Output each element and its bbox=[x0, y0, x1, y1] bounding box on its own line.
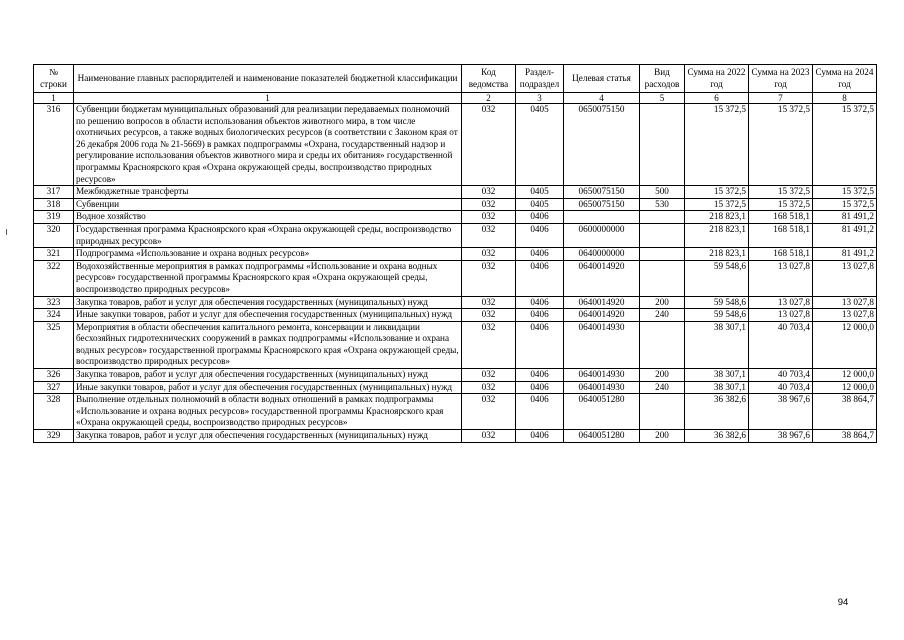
column-number: 3 bbox=[516, 93, 564, 104]
row-number: 317 bbox=[34, 186, 74, 199]
expense-type-code: 200 bbox=[640, 296, 685, 309]
target-code: 0640014920 bbox=[564, 309, 640, 322]
section-code: 0406 bbox=[516, 260, 564, 296]
column-number: 4 bbox=[564, 93, 640, 104]
sum-2024: 15 372,5 bbox=[813, 104, 877, 186]
dept-code: 032 bbox=[462, 260, 516, 296]
header-row-number: № строки bbox=[34, 65, 74, 93]
row-name: Подпрограмма «Использование и охрана водных ресурсов» bbox=[74, 248, 462, 261]
table-row bbox=[34, 394, 877, 430]
section-code: 0406 bbox=[516, 430, 564, 443]
row-name: Межбюджетные трансферты bbox=[74, 186, 462, 199]
row-name: Государственная программа Красноярского края «Охрана окружающей среды, воспроизводство природных ресурсов» bbox=[74, 223, 462, 247]
margin-mark bbox=[6, 229, 7, 235]
column-number: 5 bbox=[640, 93, 685, 104]
table-row bbox=[34, 211, 877, 224]
sum-2022: 59 548,6 bbox=[685, 309, 749, 322]
row-number: 322 bbox=[34, 260, 74, 296]
sum-2024: 81 491,2 bbox=[813, 223, 877, 247]
column-number: 6 bbox=[685, 93, 749, 104]
section-code: 0406 bbox=[516, 248, 564, 261]
sum-2024: 12 000,0 bbox=[813, 321, 877, 368]
sum-2024: 12 000,0 bbox=[813, 369, 877, 382]
column-number: 1 bbox=[74, 93, 462, 104]
target-code: 0640051280 bbox=[564, 430, 640, 443]
sum-2022: 36 382,6 bbox=[685, 394, 749, 430]
sum-2022: 38 307,1 bbox=[685, 381, 749, 394]
sum-2022: 36 382,6 bbox=[685, 430, 749, 443]
header-name: Наименование главных распорядителей и наименование показателей бюджетной классификации bbox=[74, 65, 462, 93]
column-number: 2 bbox=[462, 93, 516, 104]
expense-type-code bbox=[640, 248, 685, 261]
target-code bbox=[564, 211, 640, 224]
row-number: 320 bbox=[34, 223, 74, 247]
dept-code: 032 bbox=[462, 223, 516, 247]
dept-code: 032 bbox=[462, 186, 516, 199]
page-number: 94 bbox=[837, 597, 849, 608]
dept-code: 032 bbox=[462, 430, 516, 443]
row-name: Иные закупки товаров, работ и услуг для обеспечения государственных (муниципальных) нужд bbox=[74, 309, 462, 322]
header-section: Раздел-подраздел bbox=[516, 65, 564, 93]
budget-table-page bbox=[33, 64, 876, 443]
budget-table bbox=[33, 64, 877, 443]
column-number-row bbox=[34, 93, 877, 104]
target-code: 0640000000 bbox=[564, 248, 640, 261]
sum-2023: 40 703,4 bbox=[749, 369, 813, 382]
target-code: 0650075150 bbox=[564, 186, 640, 199]
sum-2022: 59 548,6 bbox=[685, 260, 749, 296]
target-code: 0640014930 bbox=[564, 321, 640, 368]
expense-type-code: 530 bbox=[640, 198, 685, 211]
sum-2024: 15 372,5 bbox=[813, 186, 877, 199]
sum-2022: 38 307,1 bbox=[685, 369, 749, 382]
row-number: 326 bbox=[34, 369, 74, 382]
table-row bbox=[34, 104, 877, 186]
sum-2023: 15 372,5 bbox=[749, 104, 813, 186]
header-target: Целевая статья bbox=[564, 65, 640, 93]
table-row bbox=[34, 198, 877, 211]
sum-2022: 218 823,1 bbox=[685, 248, 749, 261]
sum-2023: 168 518,1 bbox=[749, 223, 813, 247]
row-number: 324 bbox=[34, 309, 74, 322]
dept-code: 032 bbox=[462, 211, 516, 224]
table-row bbox=[34, 309, 877, 322]
dept-code: 032 bbox=[462, 296, 516, 309]
sum-2022: 15 372,5 bbox=[685, 104, 749, 186]
target-code: 0640051280 bbox=[564, 394, 640, 430]
sum-2024: 38 864,7 bbox=[813, 430, 877, 443]
section-code: 0406 bbox=[516, 223, 564, 247]
expense-type-code bbox=[640, 104, 685, 186]
section-code: 0406 bbox=[516, 309, 564, 322]
sum-2024: 13 027,8 bbox=[813, 309, 877, 322]
expense-type-code: 240 bbox=[640, 381, 685, 394]
section-code: 0406 bbox=[516, 211, 564, 224]
sum-2024: 38 864,7 bbox=[813, 394, 877, 430]
table-row bbox=[34, 381, 877, 394]
section-code: 0405 bbox=[516, 104, 564, 186]
row-number: 325 bbox=[34, 321, 74, 368]
sum-2023: 38 967,6 bbox=[749, 394, 813, 430]
row-name: Мероприятия в области обеспечения капитального ремонта, консервации и ликвидации бесхозяйных гидротехнических сооружений в рамках подпрограммы «Использование и охрана водных ресурсов» государственной программы Красноярского края «Охрана окружающей среды, воспроизводство природных ресурсов» bbox=[74, 321, 462, 368]
sum-2023: 13 027,8 bbox=[749, 296, 813, 309]
sum-2022: 38 307,1 bbox=[685, 321, 749, 368]
dept-code: 032 bbox=[462, 309, 516, 322]
expense-type-code bbox=[640, 211, 685, 224]
sum-2023: 40 703,4 bbox=[749, 321, 813, 368]
sum-2024: 81 491,2 bbox=[813, 248, 877, 261]
expense-type-code bbox=[640, 394, 685, 430]
target-code: 0640014920 bbox=[564, 260, 640, 296]
sum-2024: 12 000,0 bbox=[813, 381, 877, 394]
expense-type-code bbox=[640, 321, 685, 368]
section-code: 0406 bbox=[516, 394, 564, 430]
row-number: 316 bbox=[34, 104, 74, 186]
row-name: Выполнение отдельных полномочий в области водных отношений в рамках подпрограммы «Использование и охрана водных ресурсов» государственной программы Красноярского края «Охрана окружающей среды, воспроизводство природных ресурсов» bbox=[74, 394, 462, 430]
row-number: 329 bbox=[34, 430, 74, 443]
column-number: 8 bbox=[813, 93, 877, 104]
header-sum-2023: Сумма на 2023 год bbox=[749, 65, 813, 93]
header-sum-2024: Сумма на 2024 год bbox=[813, 65, 877, 93]
row-name: Закупка товаров, работ и услуг для обеспечения государственных (муниципальных) нужд bbox=[74, 296, 462, 309]
sum-2023: 168 518,1 bbox=[749, 211, 813, 224]
header-sum-2022: Сумма на 2022 год bbox=[685, 65, 749, 93]
dept-code: 032 bbox=[462, 394, 516, 430]
section-code: 0406 bbox=[516, 381, 564, 394]
header-dept-code: Код ведомства bbox=[462, 65, 516, 93]
target-code: 0640014930 bbox=[564, 381, 640, 394]
target-code: 0640014930 bbox=[564, 369, 640, 382]
target-code: 0650075150 bbox=[564, 104, 640, 186]
sum-2023: 15 372,5 bbox=[749, 198, 813, 211]
target-code: 0650075150 bbox=[564, 198, 640, 211]
row-name: Субвенции bbox=[74, 198, 462, 211]
row-name: Водохозяйственные мероприятия в рамках подпрограммы «Использование и охрана водных ресурсов» государственной программы Красноярского края «Охрана окружающей среды, воспроизводство природных ресурсов» bbox=[74, 260, 462, 296]
header-row bbox=[34, 65, 877, 93]
row-name: Закупка товаров, работ и услуг для обеспечения государственных (муниципальных) нужд bbox=[74, 369, 462, 382]
row-number: 319 bbox=[34, 211, 74, 224]
expense-type-code: 240 bbox=[640, 309, 685, 322]
sum-2023: 168 518,1 bbox=[749, 248, 813, 261]
table-row bbox=[34, 260, 877, 296]
table-row bbox=[34, 248, 877, 261]
sum-2023: 38 967,6 bbox=[749, 430, 813, 443]
table-row bbox=[34, 186, 877, 199]
dept-code: 032 bbox=[462, 198, 516, 211]
expense-type-code bbox=[640, 260, 685, 296]
row-name: Закупка товаров, работ и услуг для обеспечения государственных (муниципальных) нужд bbox=[74, 430, 462, 443]
section-code: 0405 bbox=[516, 186, 564, 199]
expense-type-code bbox=[640, 223, 685, 247]
dept-code: 032 bbox=[462, 369, 516, 382]
target-code: 0600000000 bbox=[564, 223, 640, 247]
table-row bbox=[34, 321, 877, 368]
sum-2022: 15 372,5 bbox=[685, 186, 749, 199]
sum-2023: 15 372,5 bbox=[749, 186, 813, 199]
sum-2024: 13 027,8 bbox=[813, 260, 877, 296]
table-row bbox=[34, 369, 877, 382]
row-name: Водное хозяйство bbox=[74, 211, 462, 224]
expense-type-code: 200 bbox=[640, 430, 685, 443]
row-number: 321 bbox=[34, 248, 74, 261]
sum-2023: 13 027,8 bbox=[749, 260, 813, 296]
column-number: 7 bbox=[749, 93, 813, 104]
table-row bbox=[34, 296, 877, 309]
sum-2024: 13 027,8 bbox=[813, 296, 877, 309]
table-row bbox=[34, 430, 877, 443]
expense-type-code: 500 bbox=[640, 186, 685, 199]
sum-2022: 218 823,1 bbox=[685, 223, 749, 247]
sum-2022: 15 372,5 bbox=[685, 198, 749, 211]
section-code: 0406 bbox=[516, 369, 564, 382]
column-number: 1 bbox=[34, 93, 74, 104]
section-code: 0405 bbox=[516, 198, 564, 211]
table-body bbox=[34, 104, 877, 443]
row-number: 323 bbox=[34, 296, 74, 309]
section-code: 0406 bbox=[516, 321, 564, 368]
row-name: Иные закупки товаров, работ и услуг для обеспечения государственных (муниципальных) нужд bbox=[74, 381, 462, 394]
sum-2024: 81 491,2 bbox=[813, 211, 877, 224]
section-code: 0406 bbox=[516, 296, 564, 309]
sum-2024: 15 372,5 bbox=[813, 198, 877, 211]
row-number: 328 bbox=[34, 394, 74, 430]
expense-type-code: 200 bbox=[640, 369, 685, 382]
sum-2023: 40 703,4 bbox=[749, 381, 813, 394]
dept-code: 032 bbox=[462, 381, 516, 394]
table-row bbox=[34, 223, 877, 247]
sum-2023: 13 027,8 bbox=[749, 309, 813, 322]
sum-2022: 59 548,6 bbox=[685, 296, 749, 309]
dept-code: 032 bbox=[462, 248, 516, 261]
row-number: 318 bbox=[34, 198, 74, 211]
row-name: Субвенции бюджетам муниципальных образований для реализации передаваемых полномочий по решению вопросов в области использования объектов животного мира, в том числе охотничьих ресурсов, а также водных биологических ресурсов (в соответствии с Законом края от 26 декабря 2006 года № 21-5669) в рамках подпрограммы «Охрана, государственный надзор и регулирование использования объектов животного мира и среды их обитания» государственной программы Красноярского края «Охрана окружающей среды, воспроизводство природных ресурсов» bbox=[74, 104, 462, 186]
header-expense-type: Вид расходов bbox=[640, 65, 685, 93]
row-number: 327 bbox=[34, 381, 74, 394]
dept-code: 032 bbox=[462, 321, 516, 368]
sum-2022: 218 823,1 bbox=[685, 211, 749, 224]
target-code: 0640014920 bbox=[564, 296, 640, 309]
dept-code: 032 bbox=[462, 104, 516, 186]
